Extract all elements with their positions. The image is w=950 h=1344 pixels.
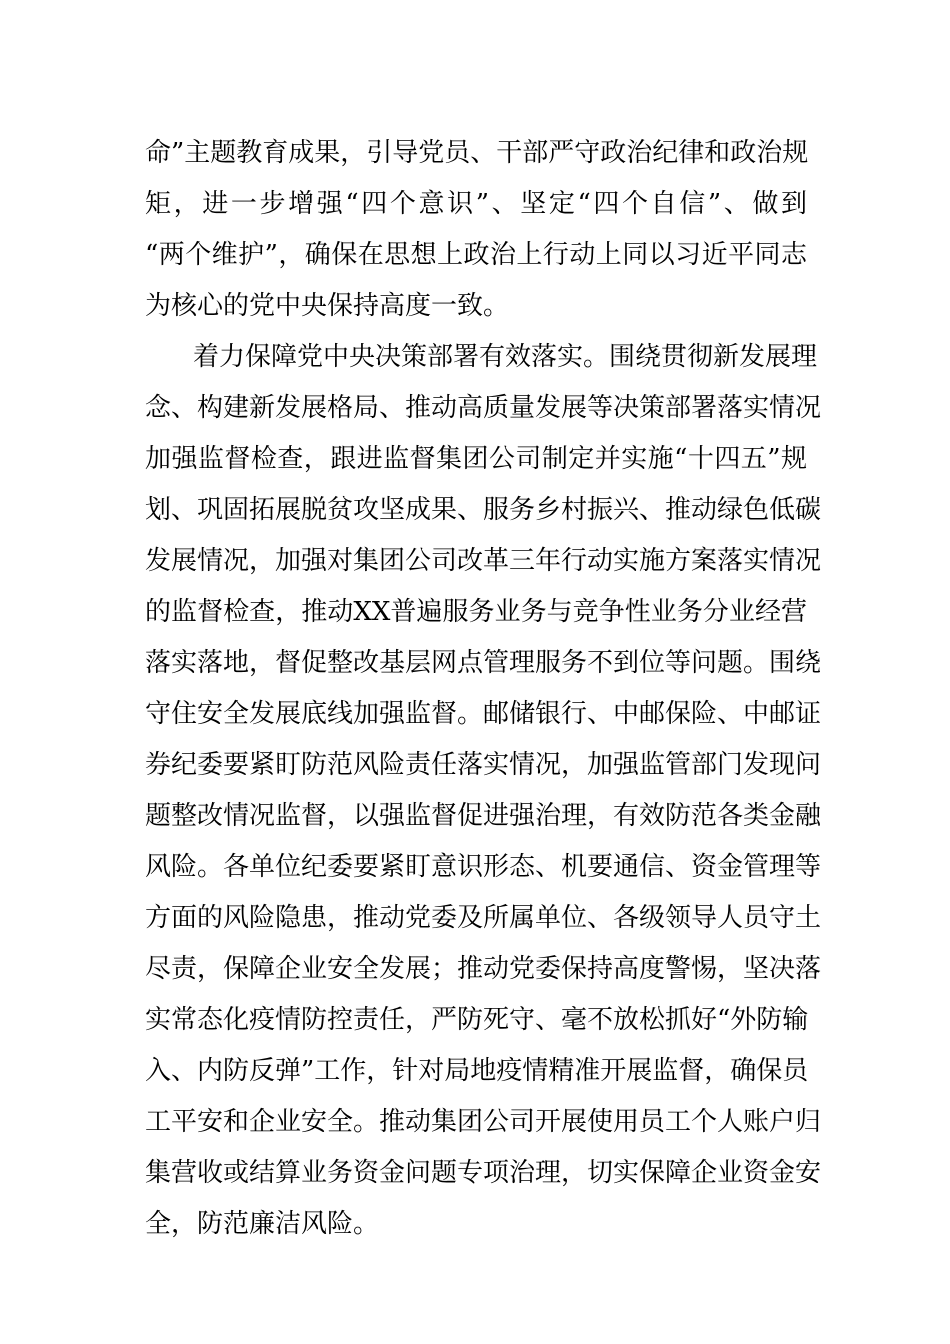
- text-line: 守住安全发展底线加强监督。邮储银行、中邮保险、中邮证: [145, 699, 822, 729]
- text-line: 实常态化疫情防控责任，严防死守、毫不放松抓好“外防输: [145, 1005, 809, 1035]
- text-line: 的监督检查，推动XX普遍服务业务与竞争性业务分业经营: [145, 597, 807, 627]
- text-line: 念、构建新发展格局、推动高质量发展等决策部署落实情况: [145, 393, 822, 423]
- text-line: 为核心的党中央保持高度一致。: [145, 291, 510, 321]
- text-line: 加强监督检查，跟进监督集团公司制定并实施“十四五”规: [145, 444, 807, 474]
- document-body: [145, 128, 822, 1250]
- paragraph-1: [145, 128, 807, 332]
- text-line: 着力保障党中央决策部署有效落实。围绕贯彻新发展理: [193, 342, 818, 372]
- text-line: 矩，进一步增强“四个意识”、坚定“四个自信”、做到: [145, 189, 807, 219]
- text-line: 尽责，保障企业安全发展；推动党委保持高度警惕，坚决落: [145, 954, 822, 984]
- text-line: 题整改情况监督，以强监督促进强治理，有效防范各类金融: [145, 801, 822, 831]
- text-line: 风险。各单位纪委要紧盯意识形态、机要通信、资金管理等: [145, 852, 822, 882]
- text-line: 入、内防反弹”工作，针对局地疫情精准开展监督，确保员: [145, 1056, 809, 1086]
- text-line: 集营收或结算业务资金问题专项治理，切实保障企业资金安: [145, 1158, 822, 1188]
- text-line: “两个维护”，确保在思想上政治上行动上同以习近平同志: [145, 240, 807, 270]
- text-line: 划、巩固拓展脱贫攻坚成果、服务乡村振兴、推动绿色低碳: [145, 495, 822, 525]
- text-line: 发展情况，加强对集团公司改革三年行动实施方案落实情况: [145, 546, 822, 576]
- text-line: 券纪委要紧盯防范风险责任落实情况，加强监管部门发现问: [145, 750, 822, 780]
- text-line: 落实落地，督促整改基层网点管理服务不到位等问题。围绕: [145, 648, 822, 678]
- text-line: 方面的风险隐患，推动党委及所属单位、各级领导人员守土: [145, 903, 822, 933]
- text-line: 全，防范廉洁风险。: [145, 1209, 380, 1239]
- text-line: 命”主题教育成果，引导党员、干部严守政治纪律和政治规: [145, 138, 809, 168]
- text-line: 工平安和企业安全。推动集团公司开展使用员工个人账户归: [145, 1107, 822, 1137]
- paragraph-2: [145, 332, 822, 1250]
